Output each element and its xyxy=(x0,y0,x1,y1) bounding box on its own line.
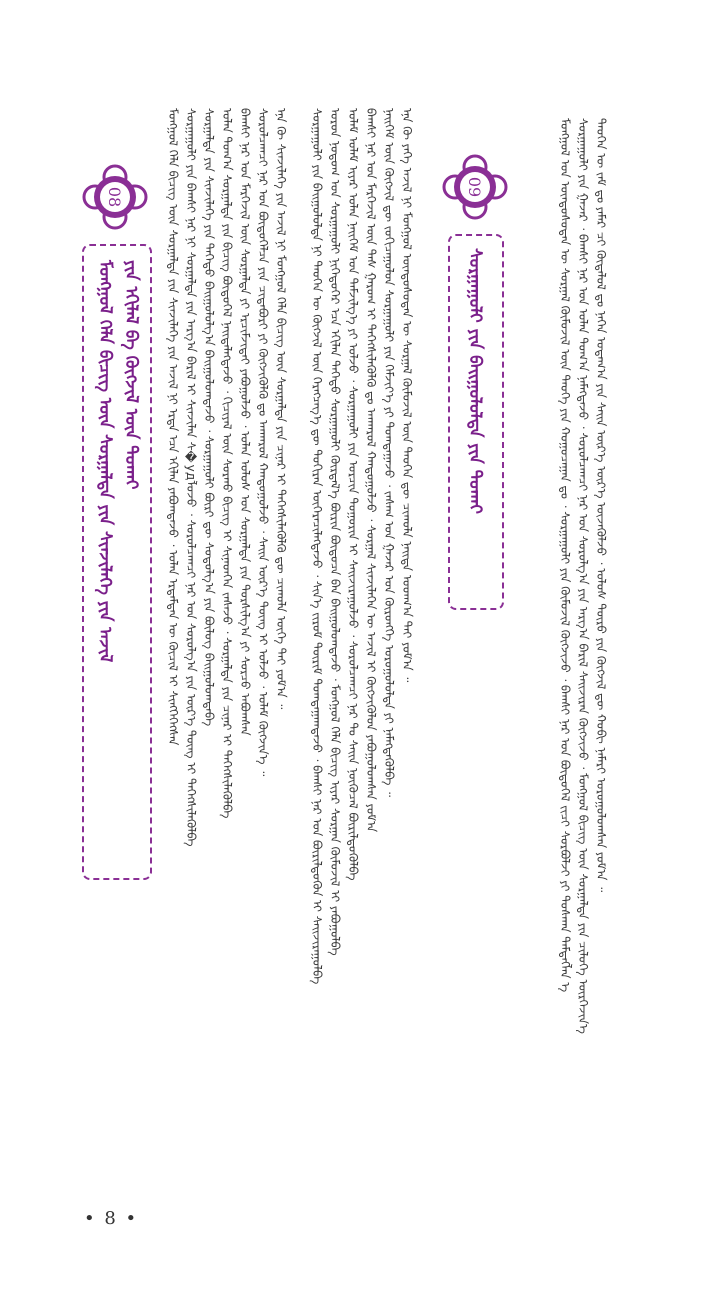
section-number-badge-08 xyxy=(80,162,150,232)
text-line: ᠪᠠᠭᠰᠢ ᠨᠠᠷ ᠤᠨ ᠮᠡᠷᠭᠡᠵᠢᠯ ᠦᠨ ᠳᠡᠰ ᠭᠠᠷᠤᠭ ᠢ ᠳᠡᠭᠡᠭᠰᠢᠯᠡᠭᠦᠯᠬᠦ ᠳᠤ ᠠᠨᠬᠠᠷᠤᠯ ᠬᠠᠨᠳᠤᠭᠤᠯᠵᠤ ᠂ ᠰᠤᠷᠭᠠᠯ ᠰᠢᠨᠵᠢᠯᠡᠭᠡᠨ ᠦ ᠠᠵᠢᠯ ᠢ ᠬᠥᠭᠵᠢᠭᠦᠯᠦᠨ ᠶᠠᠪᠤᠭᠤᠯᠤᠭᠰᠠᠨ ᠶᠤᠮ᠎ᠠ xyxy=(364,108,378,833)
ornament-badge-icon xyxy=(80,162,150,232)
text-line: ᠰᠤᠷᠭᠠᠯᠲᠠ ᠶᠢᠨ ᠰᠢᠨᠵᠢᠯᠡᠭᠡ ᠶᠢᠨ ᠳᠡᠭᠡᠳᠦ ᠪᠠᠢᠭᠤᠯᠤᠯᠭ᠎ᠠ ᠪᠠᠢᠭᠤᠯᠤᠭᠳᠠᠵᠤ ᠂ ᠰᠤᠷᠭᠠᠭᠤᠯᠢ ᠪᠦᠷᠢ ᠳᠦ ᠰᠤᠳᠤᠯᠭ᠎ᠠ ᠶᠢᠨ ᠪᠦᠯᠦᠭ ᠪᠠᠢᠭᠤᠯᠤᠭᠳᠠᠪᠠ xyxy=(202,108,216,727)
paragraph-continuation xyxy=(556,118,660,1210)
section-title-box-09 xyxy=(448,234,504,610)
text-line: ᠮᠣᠩᠭᠣᠯ ᠤᠨ ᠦᠨᠳᠦᠰᠦᠲᠡᠨ ᠦ ᠰᠤᠷᠭᠠᠯ ᠬᠦᠮᠦᠵᠢᠯ ᠦᠨ ᠲᠡᠦᠬᠡ ᠶᠢᠨ ᠬᠤᠭᠤᠴᠠᠭᠠᠨ ᠳᠤ ᠂ ᠰᠤᠷᠭᠠᠭᠤᠯᠢ ᠶᠢᠨ ᠬᠦᠮᠦᠵᠢᠯ ᠬᠥᠭᠵᠢᠵᠦ ᠂ ᠪᠠᠭᠰᠢ ᠨᠠᠷ ᠤᠨ ᠪᠦᠲᠦᠭᠡᠯ ᠵᠢᠴᠢ ᠰᠤᠷᠪᠤᠯᠵᠢ ᠶᠢ ᠲᠤᠰᠬᠠᠨ ᠲᠡᠮᠳᠡᠭᠯᠡᠨ ᠡ xyxy=(558,118,572,993)
ornament-badge-icon xyxy=(440,152,510,222)
text-line: ᠣᠯᠠᠨ ᠲᠣᠭ᠎ᠠ ᠰᠤᠷᠭᠠᠯᠲᠠ ᠶᠢᠨ ᠪᠢᠴᠢᠭ ᠪᠦᠲᠦᠭᠡᠯ ᠨᠡᠢᠲᠡᠯᠡᠭᠳᠡᠵᠦ ᠂ ᠬᠢᠴᠢᠶᠡᠯ ᠦᠨ ᠰᠤᠷᠬᠤ ᠪᠢᠴᠢᠭ ᠢ ᠰᠢᠨᠡᠳᠬᠡᠨ ᠵᠠᠰᠠᠵᠤ ᠂ ᠰᠤᠷᠭᠠᠯᠲᠠ ᠶᠢᠨ ᠴᠢᠨᠠᠷ ᠢ ᠳᠡᠭᠡᠭᠰᠢᠯᠡᠭᠦᠯᠪᠡ xyxy=(220,108,234,819)
text-line: ᠰᠤᠷᠭᠠᠭᠤᠯᠢ ᠶᠢᠨ ᠭᠠᠵᠠᠷ ᠂ ᠪᠠᠭᠰᠢ ᠨᠠᠷ ᠤᠨ ᠣᠯᠠᠨ ᠲᠣᠭ᠎ᠠ ᠨᠡᠮᠡᠭᠳᠡᠵᠦ ᠂ ᠰᠤᠷᠤᠯᠴᠠᠭᠴᠢ ᠨᠠᠷ ᠤᠨ ᠰᠤᠷᠤᠯᠭ᠎ᠠ ᠶᠢᠨ ᠠᠷᠭ᠎ᠠ ᠪᠠᠷᠢᠯ ᠰᠠᠢᠵᠢᠷᠠᠨ ᠬᠥᠭᠵᠢᠵᠦ ᠂ ᠮᠣᠩᠭᠣᠯ ᠪᠢᠴᠢᠭ ᠦᠨ ᠰᠤᠷᠭᠠᠯᠲᠠ ᠶᠢᠨ ᠴᠢᠯᠦᠭᠡ ᠥᠷᠭᠡᠵᠢᠨ᠎ᠡ xyxy=(576,118,590,1034)
section-title-box-08 xyxy=(82,244,152,880)
text-line: ᠡᠨᠡ ᠬᠦ ᠰᠢᠨᠵᠢᠯᠡᠭᠡ ᠶᠢᠨ ᠠᠵᠢᠯ ᠨᠢ ᠮᠣᠩᠭᠣᠯ ᠬᠡᠯᠡ ᠪᠢᠴᠢᠭ ᠦᠨ ᠰᠤᠷᠭᠠᠯᠲᠠ ᠶᠢᠨ ᠴᠢᠨᠠᠷ ᠢ ᠳᠡᠭᠡᠭᠰᠢᠯᠡᠭᠦᠯᠬᠦ ᠳᠦ ᠴᠢᠬᠤᠯᠠ ᠦᠭᠡ ᠲᠠᠢ ᠶᠤᠮ᠎ᠠ ᠃ xyxy=(274,108,288,710)
text-line: ᠨᠡᠢᠭᠡᠮ ᠦᠨ ᠬᠥᠭᠵᠢᠯ ᠳᠦ ᠵᠣᠬᠢᠴᠠᠭᠤᠯᠤᠨ ᠰᠤᠷᠭᠠᠭᠤᠯᠢ ᠶᠢᠨ ᠬᠡᠮᠵᠢᠶ᠎ᠡ ᠶᠢ ᠲᠣᠭᠲᠠᠭᠠᠵᠤ ᠂ ᠵᠠᠰᠠᠭ ᠤᠨ ᠭᠠᠵᠠᠷ ᠤᠨ ᠬᠥᠷᠥᠩᠭᠡ ᠣᠷᠤᠭᠤᠯᠤᠯᠲᠠ ᠶᠢ ᠨᠡᠮᠡᠭᠳᠡᠭᠦᠯᠪᠡ ᠃ xyxy=(382,108,396,798)
text-line: ᠰᠤᠷᠭᠠᠭᠤᠯᠢ ᠶᠢᠨ ᠪᠠᠭᠰᠢ ᠨᠠᠷ ᠨᠢ ᠰᠤᠷᠭᠠᠯᠲᠠ ᠶᠢᠨ ᠠᠷᠭ᠎ᠠ ᠪᠠᠷᠢᠯ ᠢ ᠰᠢᠨᠵᠢᠯᠡᠨ ᠰ�удᠯᠤᠵᠤ ᠂ ᠰᠤᠷᠤᠯᠴᠠᠭᠴᠢ ᠨᠠᠷ ᠤᠨ ᠰᠤᠷᠤᠯᠭ᠎ᠠ ᠶᠢᠨ ᠦᠷ᠎ᠡ ᠳᠦᠩ ᠢ ᠳᠡᠭᠡᠭᠰᠢᠯᠡᠭᠦᠯᠪᠡ xyxy=(184,108,198,847)
text-line: ᠲᠡᠦᠬᠡᠨ ᠦ ᠵᠠᠮ ᠳᠤ ᠶᠠᠮᠠᠷ ᠴᠢ ᠬᠥᠳᠡᠯᠦᠯ ᠳᠤ ᠨᠡᠭᠡᠨ ᠤᠳᠠᠭ᠎ᠠ ᠶᠢᠨ ᠰᠠᠢᠨ ᠦᠷ᠎ᠡ ᠦᠷ᠎ᠡ ᠦᠵᠡᠭᠦᠯᠵᠦ ᠂ ᠤᠯᠤᠰ ᠲᠦᠷᠦ ᠶᠢᠨ ᠬᠥᠭᠵᠢᠯ ᠳᠦ ᠬᠤᠪᠢ ᠨᠡᠮᠡᠷᠢ ᠣᠷᠤᠭᠤᠯᠤᠭᠰᠠᠨ ᠶᠤᠮ᠎ᠠ ᠃ xyxy=(594,118,608,893)
section-title: ᠰᠤᠷᠭᠠᠭᠤᠯᠢ ᠶᠢᠨ ᠪᠠᠢᠭᠤᠯᠤᠯᠲᠠ ᠶᠢᠨ ᠲᠤᠬᠠᠢ xyxy=(465,248,485,514)
text-line: ᠪᠠᠭᠰᠢ ᠨᠠᠷ ᠤᠨ ᠮᠡᠷᠭᠡᠵᠢᠯ ᠦᠨ ᠰᠤᠷᠭᠠᠯᠲᠠ ᠶᠢ ᠡᠷᠴᠢᠮᠵᠢᠲᠡᠢ ᠶᠠᠪᠤᠭᠤᠯᠵᠤ ᠂ ᠣᠯᠠᠨ ᠤᠯᠤᠰ ᠤᠨ ᠰᠤᠷᠭᠠᠯᠲᠠ ᠶᠢᠨ ᠲᠤᠷᠰᠢᠯᠭ᠎ᠠ ᠶᠢ ᠰᠤᠷᠴᠤ ᠠᠪᠤᠭᠰᠠᠨ xyxy=(238,108,252,736)
section-title-line: ᠶᠢᠨ ᠡᠬᠢᠯᠡᠯ ᠪᠠ ᠬᠥᠭᠵᠢᠯ ᠦᠨ ᠲᠤᠬᠠᠢ xyxy=(121,260,141,490)
text-line: ᠮᠣᠩᠭᠣᠯ ᠬᠡᠯᠡ ᠪᠢᠴᠢᠭ ᠦᠨ ᠰᠤᠷᠭᠠᠯᠲᠠ ᠶᠢᠨ ᠰᠢᠨᠵᠢᠯᠡᠭᠡ ᠶᠢᠨ ᠠᠵᠢᠯ ᠨᠢ ᠡᠷᠲᠡ ᠡᠴᠡ ᠡᠬᠢᠯᠡᠨ ᠶᠠᠪᠤᠭᠳᠠᠵᠤ ᠂ ᠣᠯᠠᠨ ᠡᠷᠳᠡᠮᠲᠡᠨ ᠦ ᠬᠦᠴᠢᠯ ᠢ ᠰᠢᠩᠭᠡᠭᠡᠭᠰᠡᠨ xyxy=(166,108,180,746)
section-number-badge-09 xyxy=(440,152,510,222)
text-line: ᠣᠷᠤᠨ ᠨᠤᠲᠤᠭ ᠤᠨ ᠰᠤᠷᠭᠠᠭᠤᠯᠢ ᠨᠢᠭᠡᠳᠦᠭᠡᠷ ᠡᠴᠡ ᠡᠬᠢᠯᠡᠨ ᠳᠡᠭᠡᠳᠦ ᠰᠤᠷᠭᠠᠭᠤᠯᠢ ᠬᠦᠷᠲᠡᠯ᠎ᠡ ᠪᠦᠷᠢᠨ ᠪᠦᠲᠦᠴᠡ ᠪᠡᠨ ᠪᠠᠢᠭᠤᠯᠤᠭᠳᠠᠵᠤ ᠂ ᠮᠣᠩᠭᠣᠯ ᠬᠡᠯᠡ ᠪᠢᠴᠢᠭ ᠢᠶᠡᠷ ᠰᠤᠷᠭᠠᠨ ᠬᠦᠮᠦᠵᠢᠯ ᠢ ᠶᠠᠪᠤᠭᠤᠯᠪᠠ xyxy=(328,108,342,956)
text-line: ᠡᠨᠡ ᠬᠦ ᠶᠡᠬᠡ ᠠᠵᠢᠯ ᠨᠢ ᠮᠣᠩᠭᠣᠯ ᠦᠨᠳᠦᠰᠦᠲᠡᠨ ᠦ ᠰᠤᠷᠭᠠᠯ ᠬᠦᠮᠦᠵᠢᠯ ᠦᠨ ᠲᠡᠦᠬᠡᠨ ᠳᠦ ᠴᠢᠬᠤᠯᠠ ᠨᠡᠢᠲᠡ ᠤᠳᠬ᠎ᠠ ᠲᠠᠢ ᠶᠤᠮ᠎ᠠ ᠃ xyxy=(400,108,414,683)
section-title-line: ᠮᠣᠩᠭᠣᠯ ᠬᠡᠯᠡ ᠪᠢᠴᠢᠭ ᠦᠨ ᠰᠤᠷᠭᠠᠯᠲᠠ ᠶᠢᠨ ᠰᠢᠨᠵᠢᠯᠡᠭᠡ ᠶᠢᠨ ᠠᠵᠢᠯ xyxy=(95,260,115,663)
text-line: ᠰᠤᠷᠭᠠᠭᠤᠯᠢ ᠶᠢᠨ ᠪᠠᠢᠭᠤᠯᠤᠯᠲᠠ ᠨᠢ ᠲᠡᠦᠬᠡᠨ ᠦ ᠬᠥᠭᠵᠢᠯ ᠦᠨ ᠬᠡᠷᠡᠭᠴᠡᠭ᠎ᠡ ᠳᠦ ᠲᠣᠬᠢᠷᠠᠨ ᠥᠭᠡᠷᠡᠴᠢᠯᠡᠭᠳᠡᠵᠦ ᠂ ᠰᠢᠨ᠎ᠡ ᠵᠢᠷᠤᠮ ᠳᠦᠷᠢᠮ ᠲᠣᠭᠲᠠᠭᠠᠭᠳᠠᠵᠤ ᠂ ᠪᠠᠭᠰᠢ ᠨᠠᠷ ᠤᠨ ᠪᠦᠷᠢᠯᠳᠦᠬᠦᠨ ᠢ ᠰᠠᠢᠵᠢᠷᠠᠭᠤᠯᠪᠠ xyxy=(310,108,324,985)
section-number: 09 xyxy=(465,176,484,198)
paragraph-section-09 xyxy=(308,108,418,1210)
paragraph-section-08 xyxy=(164,108,294,1210)
section-number: 08 xyxy=(105,186,124,208)
text-line: ᠰᠤᠷᠤᠯᠴᠠᠭᠴᠢ ᠨᠠᠷ ᠤᠨ ᠪᠦᠲᠦᠭᠡᠯᠴᠡ ᠶᠢᠨ ᠴᠢᠳᠠᠪᠤᠷᠢ ᠶᠢ ᠬᠥᠭᠵᠢᠭᠦᠯᠬᠦ ᠳᠤ ᠠᠨᠬᠠᠷᠤᠯ ᠬᠠᠨᠳᠤᠭᠤᠯᠵᠤ ᠂ ᠰᠠᠢᠨ ᠦᠷ᠎ᠡ ᠳᠦᠩ ᠢ ᠣᠯᠵᠤ ᠂ ᠤᠯᠠᠮ ᠬᠥᠭᠵᠢᠨ᠎ᠡ ᠃ xyxy=(256,108,270,777)
text-line: ᠤᠯᠠᠮ ᠤᠯᠠᠮ ᠢᠶᠠᠷ ᠣᠯᠠᠨ ᠨᠡᠢᠭᠡᠮ ᠤᠨ ᠳᠡᠮᠵᠢᠯᠭ᠎ᠡ ᠶᠢ ᠣᠯᠵᠤ ᠂ ᠰᠤᠷᠭᠠᠭᠤᠯᠢ ᠶᠢᠨ ᠣᠷᠴᠢᠨ ᠲᠣᠭᠣᠷᠢᠨ ᠢ ᠰᠠᠢᠵᠢᠷᠠᠭᠤᠯᠵᠤ ᠂ ᠰᠤᠷᠤᠯᠴᠠᠭᠴᠢ ᠨᠠᠷ ᠲᠤ ᠰᠠᠢᠨ ᠨᠥᠬᠦᠴᠡᠯ ᠪᠦᠷᠢᠯᠳᠦᠭᠦᠯᠪᠡ xyxy=(346,108,360,881)
page-number: • 8 • xyxy=(84,1208,139,1229)
